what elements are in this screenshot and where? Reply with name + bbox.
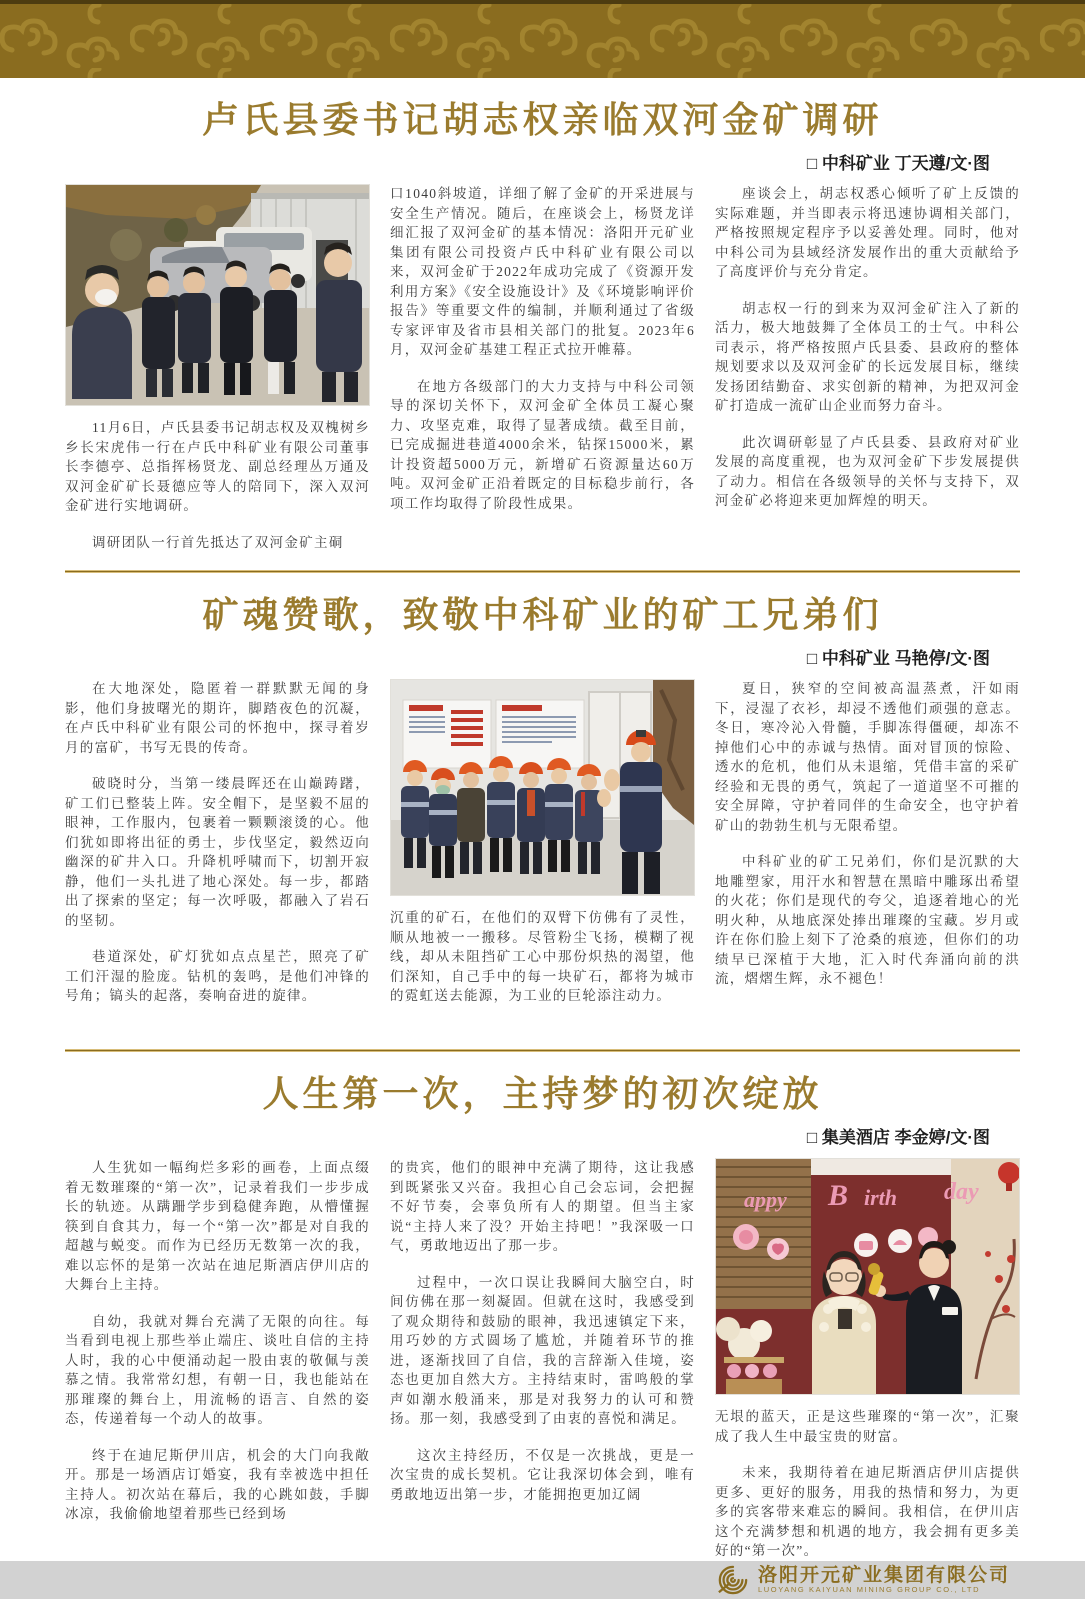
- paragraph: 夏日，狭窄的空间被高温蒸煮，汗如雨下，浸湿了衣衫，却浸不透他们顽强的意志。冬日，寒冷沁入骨髓，手脚冻得僵硬，却冻不掉他们心中的赤诚与热情。面对冒顶的惊险、透水的危机，他们从未退缩，凭借丰富的采矿经验和无畏的勇气，筑起了一道道坚不可摧的安全屏障，守护着同伴的生命安全，也守护着矿山的勃勃生机与无限希望。: [715, 681, 1020, 833]
- article-2-columns: [0, 679, 1085, 1023]
- paragraph: 调研团队一行首先抵达了双河金矿主硐: [92, 534, 344, 550]
- article-2-title: 矿魂赞歌，致敬中科矿业的矿工兄弟们: [202, 594, 883, 636]
- article-1: [0, 78, 1085, 570]
- site-visit-photo-illustration: [66, 185, 369, 405]
- paragraph: 未来，我期待着在迪尼斯酒店伊川店提供更多、更好的服务，用我的热情和努力，为更多的宾客带来难忘的瞬间。我相信，在伊川店这个充满梦想和机遇的地方，我会拥有更多美好的“第一次”。: [715, 1465, 1020, 1558]
- cloud-pattern-icon: [0, 4, 1085, 78]
- article-1-photo-site-visit: [65, 184, 370, 406]
- paragraph: 11月6日，卢氏县委书记胡志权及双槐树乡乡长宋虎伟一行在卢氏中科矿业有限公司董事长李德亭、总指挥杨贤龙、副总经理丛万通及双河金矿矿长聂德应等人的陪同下，深入双河金矿进行实地调研。: [65, 420, 370, 513]
- article-2: [0, 573, 1085, 1049]
- miners-photo-illustration: [391, 680, 694, 895]
- article-2-byline: □ 中科矿业 马艳停/文·图: [806, 649, 990, 668]
- banner-text-appy: appy: [744, 1187, 787, 1212]
- article-3-title: 人生第一次，主持梦的初次绽放: [262, 1073, 823, 1115]
- article-3-column-2: [390, 1158, 695, 1561]
- company-name-block: [758, 1566, 1010, 1594]
- article-1-column-3: [715, 184, 1020, 569]
- paragraph: 这次主持经历，不仅是一次挑战，更是一次宝贵的成长契机。它让我深切体会到，唯有勇敢地迈出第一步，才能拥抱更加辽阔: [390, 1447, 695, 1502]
- article-3-photo-hosting: [715, 1158, 1020, 1395]
- banner-text-irth: irth: [864, 1185, 898, 1210]
- paragraph: 座谈会上，胡志权悉心倾听了矿上反馈的实际难题，并当即表示将迅速协调相关部门，严格按照规定程序予以妥善处理。同时，他对中科公司为县域经济发展作出的重大贡献给予了高度评价与充分肯定。: [715, 186, 1020, 279]
- banner-text-b: B: [828, 1179, 849, 1212]
- paragraph: 人生犹如一幅绚烂多彩的画卷，上面点缀着无数璀璨的“第一次”，记录着我们一步步成长的轨迹。从蹒跚学步到稳健奔跑，从懵懂握筷到自食其力，每一个“第一次”都是对自我的超越与蜕变。而作为已经历无数第一次的我，难以忘怀的是第一次站在迪尼斯酒店伊川店的大舞台上主持。: [65, 1160, 370, 1292]
- paragraph: 此次调研彰显了卢氏县委、县政府对矿业发展的高度重视，也为双河金矿下步发展提供了动力。相信在各级领导的关怀与支持下，双河金矿必将迎来更加辉煌的明天。: [715, 434, 1020, 508]
- article-1-column-2: [390, 184, 695, 569]
- article-3-column-3: [715, 1158, 1020, 1561]
- paragraph: 中科矿业的矿工兄弟们，你们是沉默的大地雕塑家，用汗水和智慧在黑暗中雕琢出希望的火花；你们是现代的夸父，追逐着地心的光明火种，从地底深处捧出璀璨的宝藏。岁月或许在你们脸上刻下了沧桑的痕迹，但你们的功绩早已深植于大地，汇入时代奔涌向前的洪流，熠熠生辉，永不褪色！: [715, 854, 1020, 986]
- paragraph: 无垠的蓝天，正是这些璀璨的“第一次”，汇聚成了我人生中最宝贵的财富。: [715, 1409, 1020, 1444]
- footer-bar: [0, 1561, 1085, 1599]
- company-name-zh: 洛阳开元矿业集团有限公司: [757, 1565, 1010, 1587]
- paragraph: 自幼，我就对舞台充满了无限的向往。每当看到电视上那些举止端庄、谈吐自信的主持人时，我的心中便涌动起一股由衷的敬佩与羡慕之情。我常常幻想，有朝一日，我也能站在那璀璨的舞台上，用流畅的语言、自然的姿态，传递着每一个动人的故事。: [65, 1313, 370, 1426]
- paragraph: 破晓时分，当第一缕晨晖还在山巅踌躇，矿工们已整装上阵。安全帽下，是坚毅不屈的眼神，工作服内，包裹着一颗颗滚烫的心。他们犹如即将出征的勇士，步伐坚定，毅然迈向幽深的矿井入口。升降机呼啸而下，切割开寂静，他们一头扎进了地心深处。每一步，都踏出了探索的坚定；每一次呼吸，都融入了岩石的坚韧。: [65, 776, 370, 928]
- article-1-byline: □ 中科矿业 丁天遵/文·图: [806, 154, 990, 173]
- paragraph: 在地方各级部门的大力支持与中科公司领导的深切关怀下，双河金矿全体员工凝心聚力、攻坚克难，取得了显著成绩。截至目前，已完成掘进巷道4000余米，钻探15000米，累计投资超5000万元，新增矿石资源量达60万吨。双河金矿正沿着既定的目标稳步前行，各项工作均取得了阶段性成果。: [390, 378, 695, 511]
- article-3-byline: □ 集美酒店 李金婷/文·图: [806, 1128, 990, 1147]
- paragraph: 终于在迪尼斯伊川店，机会的大门向我敞开。那是一场酒店订婚宴，我有幸被选中担任主持人。初次站在幕后，我的心跳如鼓，手脚冰凉，我偷偷地望着那些已经到场: [65, 1447, 370, 1521]
- article-1-title: 卢氏县委书记胡志权亲临双河金矿调研: [202, 99, 883, 141]
- company-logo-icon: [717, 1565, 749, 1595]
- paragraph: 过程中，一次口误让我瞬间大脑空白，时间仿佛在那一刻凝固。但就在这时，我感受到了观众期待和鼓励的眼神，我迅速镇定下来，用巧妙的方式圆场了尴尬，并随着环节的推进，逐渐找回了自信，我的言辞渐入佳境，姿态也更加自然大方。主持结束时，雷鸣般的掌声如潮水般涌来，那是对我努力的认可和赞扬。那一刻，我感受到了由衷的喜悦和满足。: [390, 1274, 695, 1426]
- paragraph: 的贵宾，他们的眼神中充满了期待，这让我感到既紧张又兴奋。我担心自己会忘词，会把握不好节奏，会辜负所有人的期望。但当主家说“主持人来了没？开始主持吧！”我深吸一口气，勇敢地迈出了那一步。: [390, 1160, 695, 1253]
- paragraph: 沉重的矿石，在他们的双臂下仿佛有了灵性，顺从地被一一搬移。尽管粉尘飞扬，模糊了视线，却从未阻挡矿工心中那份炽热的渴望，他们深知，自己手中的每一块矿石，都将为城市的霓虹送去能源，为工业的巨轮添注动力。: [390, 910, 695, 1003]
- banner-text-day: day: [944, 1179, 979, 1205]
- article-2-column-1: [65, 679, 370, 1023]
- paragraph: 胡志权一行的到来为双河金矿注入了新的活力，极大地鼓舞了全体员工的士气。中科公司表示，将严格按照卢氏县委、县政府的整体规划要求以及双河金矿的长远发展目标，继续发扬团结勤奋、求实创新的精神，为把双河金矿打造成一流矿山企业而努力奋斗。: [715, 300, 1020, 413]
- article-3: [0, 1052, 1085, 1561]
- article-3-column-1: [65, 1158, 370, 1561]
- paragraph: 在大地深处，隐匿着一群默默无闻的身影，他们身披曙光的期许，脚踏夜色的沉凝，在卢氏中科矿业有限公司的怀抱中，探寻着岁月的富矿，书写无畏的传奇。: [65, 681, 370, 755]
- article-2-column-2: [390, 679, 695, 1023]
- article-2-photo-miners: [390, 679, 695, 896]
- article-3-columns: [0, 1158, 1085, 1561]
- paragraph: 巷道深处，矿灯犹如点点星芒，照亮了矿工们汗湿的脸庞。钻机的轰鸣，是他们冲锋的号角；镐头的起落，奏响奋进的旋律。: [65, 949, 370, 1003]
- article-1-column-1: [65, 184, 370, 569]
- decorative-header-band: [0, 0, 1085, 78]
- article-1-columns: [0, 184, 1085, 569]
- birthday-interview-photo-illustration: [716, 1159, 1019, 1394]
- article-2-column-3: [715, 679, 1020, 1023]
- company-name-en: LUOYANG KAIYUAN MINING GROUP CO., LTD: [757, 1585, 981, 1595]
- paragraph: 口1040斜坡道，详细了解了金矿的开采进展与安全生产情况。随后，在座谈会上，杨贤龙详细汇报了双河金矿的基本情况：洛阳开元矿业集团有限公司投资卢氏中科矿业有限公司以来，双河金矿于2022年成功完成了《资源开发利用方案》《安全设施设计》及《环境影响评价报告》等重要文件的编制，并顺利通过了省级专家评审及省市县相关部门的批复。2023年6月，双河金矿基建工程正式拉开帷幕。: [390, 186, 695, 357]
